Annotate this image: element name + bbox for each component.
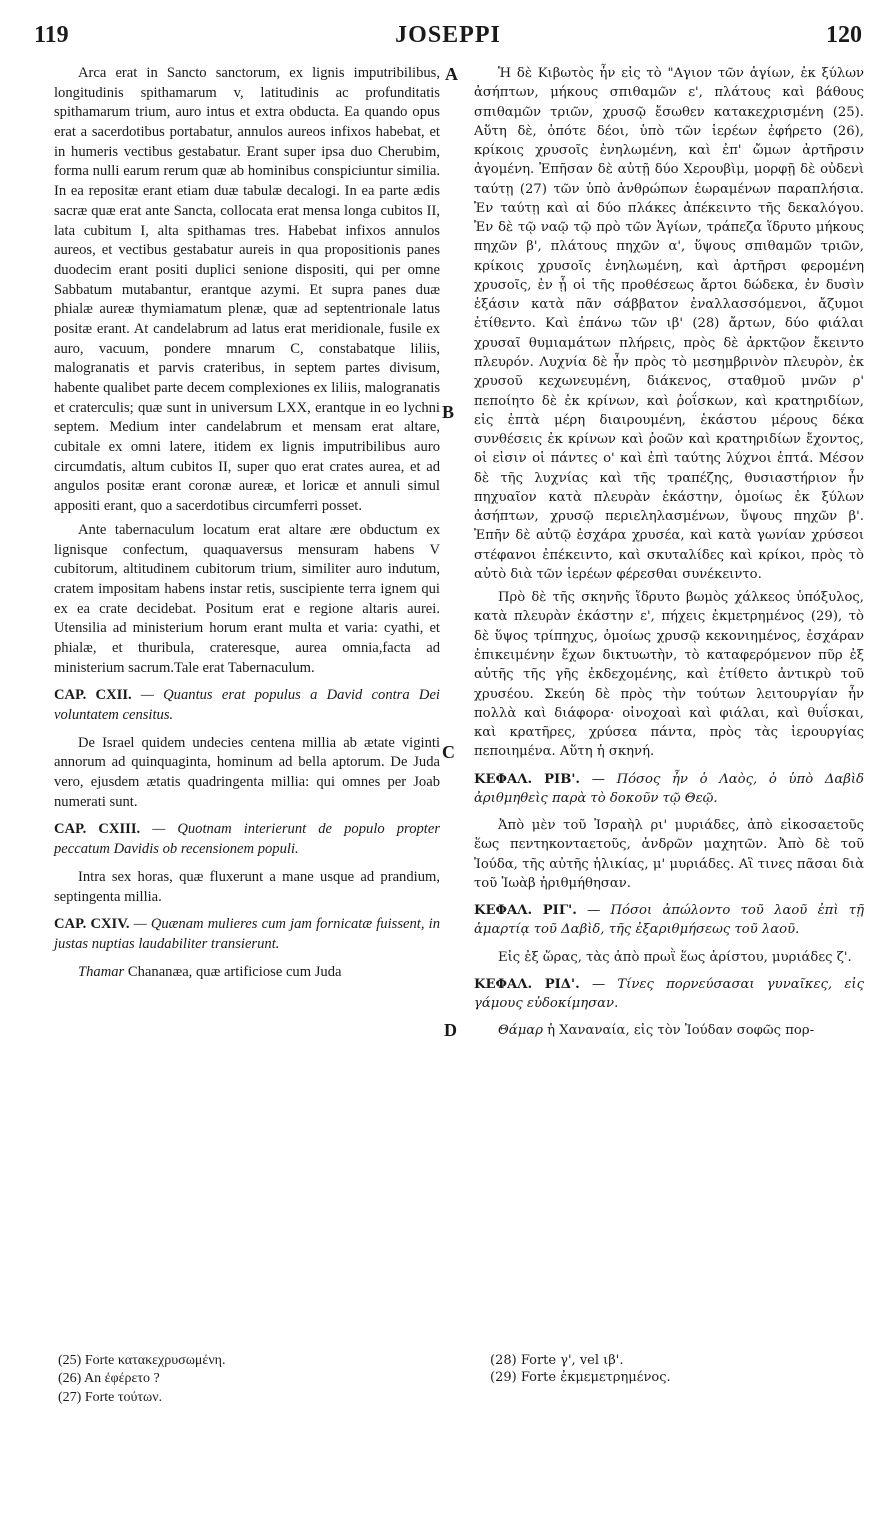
footnotes-left (58, 1352, 438, 1407)
latin-chapter-112-heading (54, 686, 440, 725)
latin-chapter-113-heading (54, 820, 440, 859)
greek-chapter-113-heading (474, 901, 864, 940)
chapter-label: CAP. CXIV. (54, 916, 130, 933)
margin-letter-c: C (442, 742, 455, 762)
chapter-title: — Πόσος ἦν ὁ Λαὸς, ὁ ὑπὸ Δαβὶδ ἀριθμηθεὶς παρὰ τὸ δοκοῦν τῷ Θεῷ. (474, 771, 864, 806)
running-title: JOSEPPI (395, 22, 501, 48)
margin-letter-a: A (445, 64, 458, 84)
chapter-label: ΚΕΦΑΛ. ΡΙΒ'. (474, 771, 581, 787)
greek-chapter-114-heading (474, 975, 864, 1014)
footnote: (28) Forte γ', vel ιβ'. (490, 1353, 624, 1368)
latin-chapter-113-text: Intra sex horas, quæ fluxerunt a mane usque ad prandium, septingenta millia. (54, 868, 440, 905)
latin-chapter-114-heading (54, 915, 440, 954)
chapter-title: — Quotnam interierunt de populo propter peccatum Davidis ob recensionem populi. (54, 821, 441, 858)
chapter-label: ΚΕΦΑΛ. ΡΙΔ'. (474, 976, 580, 992)
chapter-title: — Τίνες πορνεύσασαι γυναῖκες, εἰς γάμους εὐδοκίμησαν. (474, 976, 864, 1012)
greek-paragraph-1: Ἡ δὲ Κιβωτὸς ἦν εἰς τὸ "Αγιον τῶν ἁγίων, ἐκ ξύλων ἀσήπτων, μήκους σπιθαμῶν ε', πλάτους καὶ βάθους σπιθαμῶν τριῶν, χρυσῷ ἔσωθεν κατακεχρισμένη (25). Αὕτη δὲ, ὁπότε δέοι, ὑπὸ τῶν ἱερέων ἐφήρετο (26), κρίκοις χρυσοῖς ἐνηλωμένη, καὶ ἐπ' ὤμων ἀρτῆρσιν ἀγομένη. Ἐπῆσαν δὲ αὐτῇ δύο Χερουβὶμ, μορφῇ δὲ οὐδενὶ ταύτῃ (27) τῶν ὑπὸ ἀνθρώπων ἑωραμένων παραπλήσια. Ἐν ταύτῃ καὶ αἱ δύο πλάκες ἀπέκειντο τῆς δεκαλόγου. Ἐν δὲ τῷ ναῷ τῷ πρὸ τῶν Ἁγίων, τράπεζα ἵδρυτο μήκους πηχῶν β', πλάτους πηχῶν α', ὕψους σπιθαμῶν τριῶν, κρίκοις χρυσοῖς ἐνηλωμένη, καὶ ἀρτῆρσι φερομένη χρυσοῖς, ἐν ᾗ οἱ τῆς προθέσεως ἄρτοι δώδεκα, ἐν δυσὶν ἑξάσιν κατὰ πᾶν σάββατον ἐναλλασσόμενοι, ἄζυμοι ἐτίθεντο. Καὶ ἐπάνω τῶν ιβ' (28) ἄρτων, δύο φιάλαι χρυσαῖ θυμιαμάτων πλήρεις, πρὸς δὲ ἀρκτῷον ἔκειντο πλευρόν. Λυχνία δὲ ἦν πρὸς τὸ μεσημβρινὸν πλευρὸν, ἐκ χρυσοῦ κεχωνευμένη, διάκενος, σταθμοῦ μνῶν ρ' πεποίητο δὲ ἐκ κρίνων, καὶ ῥοΐσκων, καὶ κρατηριδίων, εἰς ἑπτὰ μέρη διαιρουμένη, ἑκάστου μέρους δέκα συνθέσεις ἐκ κρίνων καὶ ῥοῶν καὶ κρατηριδίων ἔχοντος, οἱ εἰσιν οἱ πάντες ο' καὶ ἐπὶ ταύτης λύχνοι ἑπτά. Μέσον δὲ τῆς λυχνίας καὶ τῆς τραπέζης, θυσιαστήριον ἦν πηχυαῖον κατὰ πλευρὰν ἑκάστην, ὁμοίως ἐκ ξύλων ἀσήπτων, χρυσῷ περιεληλασμένων, ὕψους πηχῶν β'. Ἐπῆν δὲ αὐτῷ ἐσχάρα χρυσέα, καὶ κατὰ γωνίαν χρύσεοι στέφανοι ἐπέκειντο, καὶ σκυταλίδες καὶ κρίκοι, πρὸς τὸ αὐτὸ διὰ τῶν ἱερέων φέρεσθαι συνέκειντο. (474, 66, 864, 582)
person-name: Thamar (78, 963, 125, 980)
right-page-number: 120 (826, 22, 862, 48)
latin-column (54, 64, 440, 986)
chapter-label: CAP. CXIII. (54, 821, 141, 838)
greek-paragraph-2: Πρὸ δὲ τῆς σκηνῆς ἵδρυτο βωμὸς χάλκεος ὑπόξυλος, κατὰ πλευρὰν ἑκάστην ε', πήχεις ἐκμετρημένος (29), τὸ δὲ ὕψος τρίπηχυς, ὁμοίως χρυσῷ κεκονιημένος, ἐσχάραν ἐπικειμένην ἔχων δικτυωτὴν, τὸ καταφερόμενον πῦρ ἐξ αὐτῆς τῆς γῆς ἐκδεχομένης, καὶ ἐτίθετο ἀντικρὺ τοῦ χρυσέου. Σκεύη δὲ πρὸς τὴν τούτων λειτουργίαν ἦν πολλὰ καὶ διάφορα· οἰνοχοαὶ καὶ φιάλαι, καὶ θυΐσκαι, καὶ κρατῆρες, χρύσεα πάντα, πρὸς τὰς ἱερουργίας πεποιημένα. Αὕτη ἡ σκηνή. (474, 590, 864, 760)
chapter-text: ἡ Χαναναία, εἰς τὸν Ἰούδαν σοφῶς πορ- (542, 1023, 815, 1039)
footnotes-right (490, 1352, 860, 1386)
chapter-label: CAP. CXII. (54, 687, 132, 704)
footnote: (27) Forte τούτων. (58, 1389, 163, 1405)
latin-paragraph-1: Arca erat in Sancto sanctorum, ex lignis imputribilibus, longitudinis spithamarum v, latitudinis ac profunditatis spithamarum trium, auro intus et extra obducta. Ea quando opus erat a sacerdotibus portabatur, annulos aureos infixos habebat, et in humeris vectibus gestabatur. Erant super ipsa duo Cherubim, forma nulli earum rerum quæ ab hominibus conspiciuntur similia. In ea repositæ erant etiam duæ tabulæ decalogi. In ea parte ædis sacræ quæ erat ante Sancta, collocata erat mensa longa cubitos II, lata cubitum I, alta spithamas tres. Habebat infixos annulos aureos, et vectibus gestabatur aureis in qua propositionis panes duodecim erant positi duplici senione dispositi, qui per omne Sabbatum mutabantur, erantque azymi. Et supra panes duæ phialæ aureæ thymiamatum plenæ, quæ ad septentrionale latus positæ erant. At candelabrum ad latus erat meridionale, fusile ex auro, vacuum, pondere mnarum C, constabatque liliis, malogranatis et parvis crateribus, in septem partes divisum, habente qualibet parte decem complexiones ex liliis, malogranatis et craterculis; quæ sunt in universum LXX, erantque in eo lychni septem. Medium inter candelabrum et mensam erat altare, cubitale ex omni latere, itidem ex lignis imputribilibus auro circumdatis, altum cubitos II, super quo erat crates aurea, et ad angulos positæ erant coronæ aureæ, et loricæ et annuli simul appositi erant, quo a sacerdotibus circumferri posset. (54, 65, 440, 515)
latin-chapter-114-text (54, 963, 440, 983)
chapter-title: — Quænam mulieres cum jam fornicatæ fuissent, in justas nuptias laudabiliter transierunt. (54, 916, 440, 952)
latin-chapter-112-text: De Israel quidem undecies centena millia ab ætate viginti annorum ad quinquaginta, hominum ad bella aptorum. De Juda vero, ejusdem ætatis quadringenta millia: qui omnes per Joab numerati sunt. (54, 734, 440, 810)
greek-chapter-112-heading (474, 770, 864, 809)
left-page-number: 119 (34, 22, 69, 48)
footnote: (26) An ἐφέρετο ? (58, 1371, 160, 1387)
greek-chapter-112-text: Ἀπὸ μὲν τοῦ Ἰσραὴλ ρι' μυριάδες, ἀπὸ εἰκοσαετοῦς ἕως πεντηκονταετοῦς, ἀνδρῶν μαχητῶν. Ἀπὸ δὲ τοῦ Ἰούδα, τῆς αὐτῆς ἡλικίας, μ' μυριάδες. Αἳ τινες πᾶσαι διὰ τοῦ Ἰωὰβ ἠριθμήθησαν. (474, 818, 864, 891)
footnote: (29) Forte ἐκμεμετρημένος. (490, 1370, 671, 1386)
page-header (34, 22, 862, 56)
latin-paragraph-2: Ante tabernaculum locatum erat altare ære obductum ex lignisque confectum, quaquaversus mensuram habens V cubitorum, altitudinem cubitorum trium, similiter auro indutum, cratem impositam habens instar retis, suscipiente terra ignem qui ex ea crate decidebat. Positum erat e regione altaris aurei. Utensilia ad ministerium horum erant multa et varia: cyathi, et phialæ, et thuribula, crateresque, aurea omnia,facta ad ministerium sacrum.Tale erat Tabernaculum. (54, 521, 440, 676)
greek-chapter-114-text (474, 1021, 864, 1040)
chapter-title: — Quantus erat populus a David contra Dei voluntatem censitus. (54, 687, 440, 723)
footnote: (25) Forte κατακεχρυσωμένη. (58, 1353, 226, 1368)
chapter-text: Chananæa, quæ artificiose cum Juda (124, 963, 342, 980)
chapter-title: — Πόσοι ἀπώλοντο τοῦ λαοῦ ἐπὶ τῇ ἁμαρτίᾳ τοῦ Δαβὶδ, τῆς ἐξαριθμήσεως τοῦ λαοῦ. (474, 903, 864, 938)
greek-chapter-113-text: Εἰς ἐξ ὥρας, τὰς ἀπὸ πρωῒ ἕως ἀρίστου, μυριάδες ζ'. (498, 949, 852, 965)
margin-letter-b: B (442, 402, 455, 422)
greek-column (474, 64, 864, 1045)
margin-letter-d: D (444, 1020, 457, 1040)
person-name: Θάμαρ (498, 1023, 543, 1039)
chapter-label: ΚΕΦΑΛ. ΡΙΓ'. (474, 903, 577, 919)
